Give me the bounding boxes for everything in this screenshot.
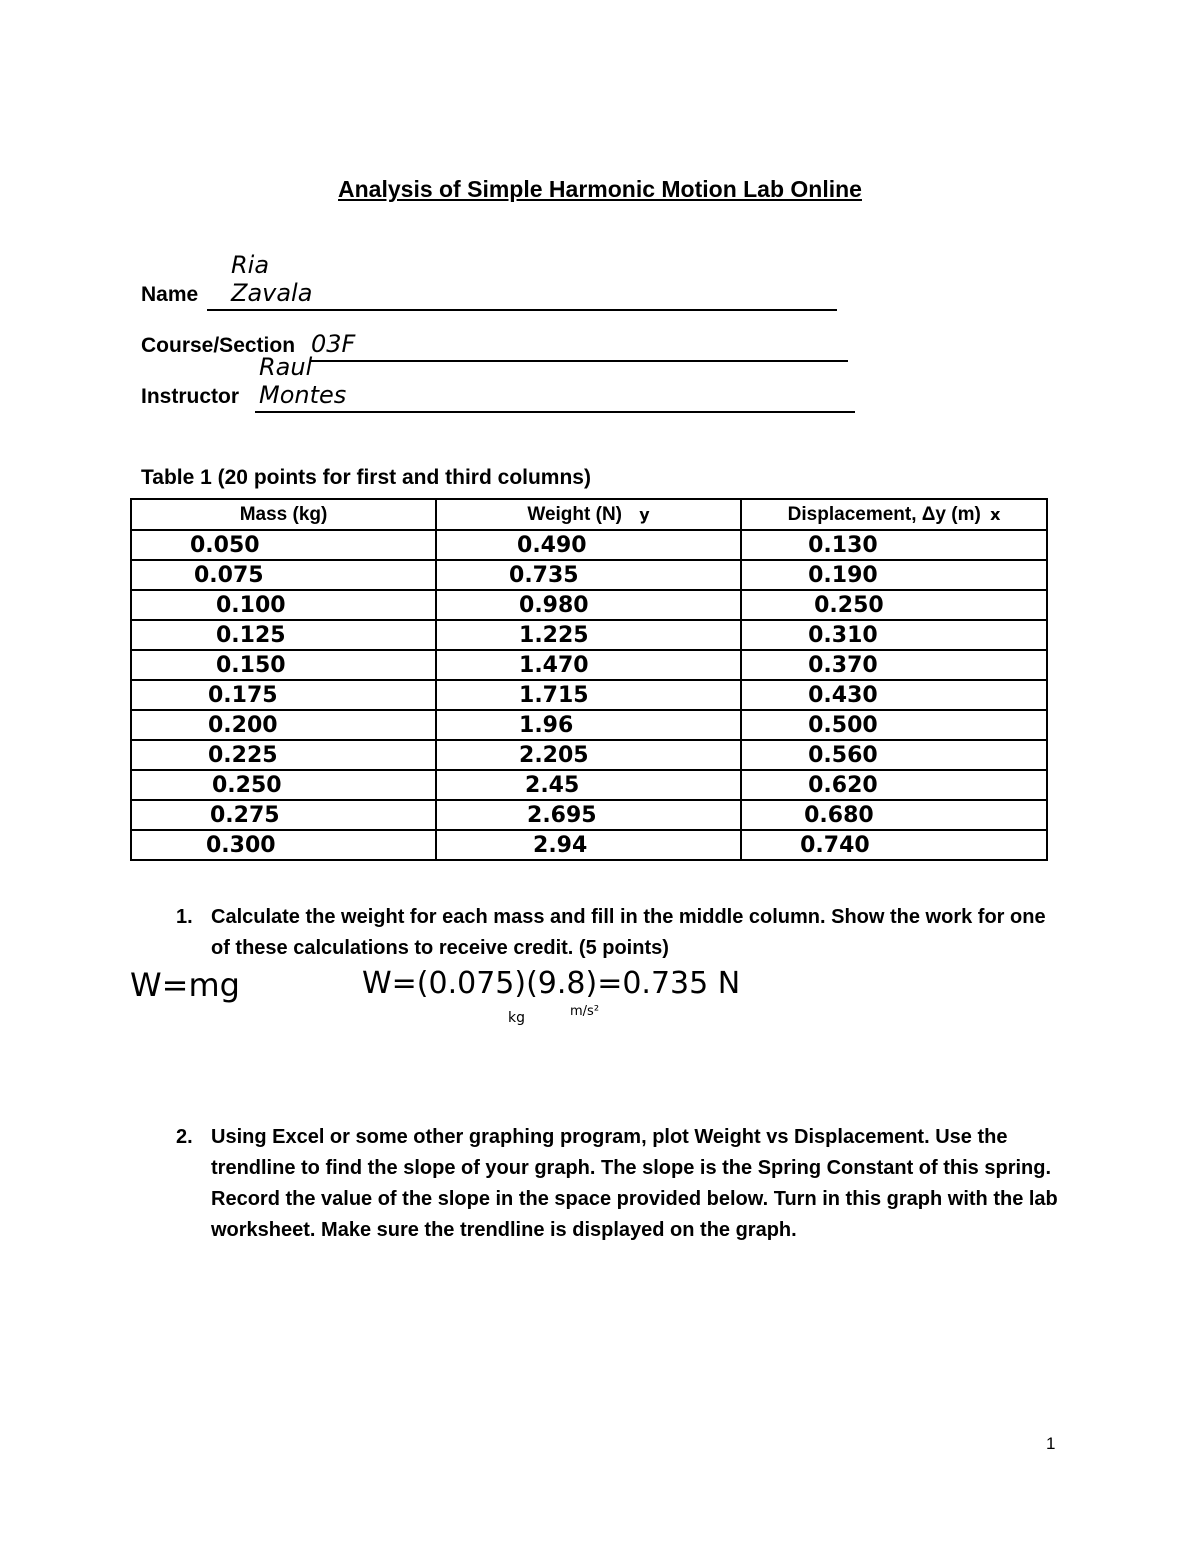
course-section-underline [311, 360, 848, 362]
displacement-cell: 0.310 [741, 620, 1047, 650]
displacement-cell: 0.560 [741, 740, 1047, 770]
table-row [131, 620, 1047, 650]
weight-cell: 0.490 [436, 530, 741, 560]
instructor-underline [255, 411, 855, 413]
instructor-field [141, 353, 347, 409]
table-row [131, 650, 1047, 680]
mass-cell: 0.250 [131, 770, 436, 800]
table-caption: Table 1 (20 points for first and third columns) [141, 466, 591, 489]
weight-cell: 2.695 [436, 800, 741, 830]
question-1-text: Calculate the weight for each mass and fill in the middle column. Show the work for one of these calculations to receive credit. (5 points) [211, 906, 1046, 959]
question-1 [176, 902, 1066, 964]
displacement-cell: 0.190 [741, 560, 1047, 590]
question-2-number: 2. [176, 1126, 193, 1148]
name-value: Ria Zavala [231, 251, 313, 307]
table-row [131, 710, 1047, 740]
header-displacement: Displacement, Δy (m) x [741, 499, 1047, 530]
displacement-cell: 0.500 [741, 710, 1047, 740]
header-weight: Weight (N) y [436, 499, 741, 530]
page-number: 1 [1046, 1434, 1056, 1453]
mass-cell: 0.125 [131, 620, 436, 650]
question-2-text: Using Excel or some other graphing program, plot Weight vs Displacement. Use the trendline to find the slope of your graph. The slope is the Spring Constant of this spring. Record the value of the slope in the space provided below. Turn in this graph with the lab worksheet. Make sure the trendline is displayed on the graph. [211, 1126, 1058, 1241]
name-underline [207, 309, 837, 311]
mass-cell: 0.300 [131, 830, 436, 860]
weight-cell: 0.735 [436, 560, 741, 590]
question-2 [176, 1122, 1066, 1246]
instructor-value: Raul Montes [259, 353, 347, 409]
table-header-row [131, 499, 1047, 530]
weight-cell: 2.205 [436, 740, 741, 770]
work-unit-ms2: m/s² [570, 1004, 600, 1019]
work-equation: W=(0.075)(9.8)=0.735 N [362, 966, 741, 1001]
data-table [130, 498, 1048, 861]
mass-cell: 0.175 [131, 680, 436, 710]
work-unit-kg: kg [508, 1010, 525, 1026]
table-row [131, 830, 1047, 860]
question-1-number: 1. [176, 906, 193, 928]
table-row [131, 740, 1047, 770]
displacement-cell: 0.740 [741, 830, 1047, 860]
mass-cell: 0.100 [131, 590, 436, 620]
weight-cell: 1.470 [436, 650, 741, 680]
displacement-cell: 0.430 [741, 680, 1047, 710]
header-weight-note: y [639, 504, 650, 524]
weight-cell: 1.715 [436, 680, 741, 710]
weight-cell: 2.45 [436, 770, 741, 800]
header-displacement-note: x [990, 504, 1001, 524]
displacement-cell: 0.370 [741, 650, 1047, 680]
mass-cell: 0.075 [131, 560, 436, 590]
mass-cell: 0.200 [131, 710, 436, 740]
name-field [141, 251, 313, 307]
course-section-value: 03F [311, 330, 356, 358]
weight-cell: 2.94 [436, 830, 741, 860]
table-row [131, 770, 1047, 800]
table-row [131, 680, 1047, 710]
displacement-cell: 0.620 [741, 770, 1047, 800]
mass-cell: 0.050 [131, 530, 436, 560]
work-formula: W=mg [130, 966, 240, 1004]
table-row [131, 800, 1047, 830]
mass-cell: 0.150 [131, 650, 436, 680]
weight-cell: 1.96 [436, 710, 741, 740]
table-row [131, 560, 1047, 590]
course-section-label: Course/Section [141, 334, 296, 357]
weight-cell: 0.980 [436, 590, 741, 620]
header-mass: Mass (kg) [131, 499, 436, 530]
page-title: Analysis of Simple Harmonic Motion Lab Online [338, 176, 862, 202]
displacement-cell: 0.130 [741, 530, 1047, 560]
name-label: Name [141, 283, 199, 306]
table-row [131, 590, 1047, 620]
mass-cell: 0.275 [131, 800, 436, 830]
instructor-label: Instructor [141, 385, 240, 408]
weight-cell: 1.225 [436, 620, 741, 650]
displacement-cell: 0.680 [741, 800, 1047, 830]
displacement-cell: 0.250 [741, 590, 1047, 620]
mass-cell: 0.225 [131, 740, 436, 770]
table-row [131, 530, 1047, 560]
